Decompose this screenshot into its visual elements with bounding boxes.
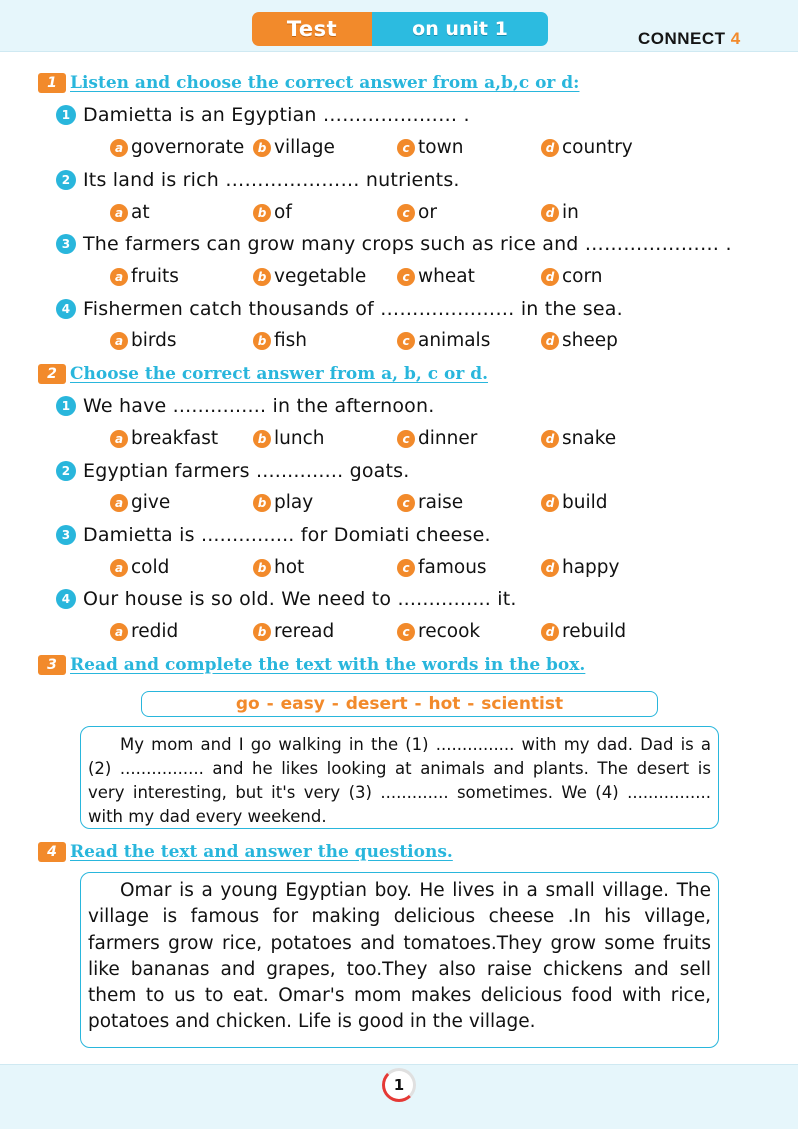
- completion-passage-text: My mom and I go walking in the (1) ............... with my dad. Dad is a (2) ................ and he likes looking at animals and plants. The desert is very interesting, but it's very (3) ............. sometimes. We (4) ................ with my dad every weekend.: [88, 735, 711, 826]
- answer-options: [0, 492, 798, 516]
- option-letter: a: [110, 623, 128, 641]
- option-text: raise: [418, 492, 464, 513]
- option-letter: a: [110, 559, 128, 577]
- question: [56, 588, 517, 610]
- option-text: fish: [274, 330, 308, 351]
- answer-options: [0, 137, 798, 161]
- option-c[interactable]: [397, 266, 475, 287]
- question-number: 3: [56, 525, 76, 545]
- option-letter: b: [253, 559, 271, 577]
- option-a[interactable]: [110, 266, 179, 287]
- option-text: in: [562, 202, 579, 223]
- option-letter: a: [110, 332, 128, 350]
- option-d[interactable]: [541, 621, 626, 642]
- option-text: village: [274, 137, 335, 158]
- question-number: 1: [56, 396, 76, 416]
- reading-passage-box: [80, 872, 719, 1048]
- option-c[interactable]: [397, 330, 490, 351]
- option-c[interactable]: [397, 492, 463, 513]
- question-number: 4: [56, 589, 76, 609]
- option-text: redid: [131, 621, 179, 642]
- page-number: 1: [382, 1068, 416, 1102]
- option-text: rebuild: [562, 621, 627, 642]
- option-letter: b: [253, 430, 271, 448]
- option-letter: d: [541, 268, 559, 286]
- section-4-heading: [38, 842, 453, 862]
- option-text: at: [131, 202, 150, 223]
- option-c[interactable]: [397, 428, 477, 449]
- option-text: sheep: [562, 330, 618, 351]
- option-letter: c: [397, 332, 415, 350]
- option-text: of: [274, 202, 292, 223]
- answer-options: [0, 621, 798, 645]
- option-b[interactable]: [253, 266, 366, 287]
- option-letter: d: [541, 623, 559, 641]
- option-letter: d: [541, 430, 559, 448]
- option-d[interactable]: [541, 202, 579, 223]
- option-text: famous: [418, 557, 487, 578]
- test-title-banner: [252, 12, 548, 46]
- option-b[interactable]: [253, 330, 307, 351]
- option-text: happy: [562, 557, 620, 578]
- answer-options: [0, 202, 798, 226]
- section-number-badge: 1: [38, 73, 66, 93]
- question-text: We have ............... in the afternoon.: [83, 395, 435, 417]
- question: [56, 395, 434, 417]
- option-a[interactable]: [110, 557, 169, 578]
- option-b[interactable]: [253, 202, 292, 223]
- brand-number: 4: [730, 29, 741, 48]
- option-letter: c: [397, 204, 415, 222]
- option-b[interactable]: [253, 557, 304, 578]
- option-text: fruits: [131, 266, 179, 287]
- option-letter: b: [253, 494, 271, 512]
- option-letter: b: [253, 139, 271, 157]
- section-2-heading: [38, 364, 488, 384]
- option-letter: d: [541, 204, 559, 222]
- option-text: build: [562, 492, 608, 513]
- option-text: animals: [418, 330, 491, 351]
- section-number-badge: 3: [38, 655, 66, 675]
- option-letter: a: [110, 204, 128, 222]
- option-c[interactable]: [397, 202, 437, 223]
- option-a[interactable]: [110, 137, 244, 158]
- option-text: vegetable: [274, 266, 367, 287]
- completion-passage-box: [80, 726, 719, 829]
- option-text: give: [131, 492, 171, 513]
- option-c[interactable]: [397, 137, 463, 158]
- question: [56, 104, 470, 126]
- option-a[interactable]: [110, 428, 218, 449]
- option-a[interactable]: [110, 202, 150, 223]
- option-text: recook: [418, 621, 481, 642]
- option-letter: a: [110, 430, 128, 448]
- option-text: country: [562, 137, 633, 158]
- option-letter: d: [541, 494, 559, 512]
- question-text: Damietta is an Egyptian ………………… .: [83, 104, 470, 126]
- option-letter: a: [110, 494, 128, 512]
- question: [56, 298, 623, 320]
- option-a[interactable]: [110, 330, 177, 351]
- question-text: Its land is rich ………………… nutrients.: [83, 169, 460, 191]
- option-letter: b: [253, 623, 271, 641]
- option-text: hot: [274, 557, 305, 578]
- option-text: corn: [562, 266, 603, 287]
- answer-options: [0, 266, 798, 290]
- option-d[interactable]: [541, 428, 616, 449]
- option-letter: c: [397, 623, 415, 641]
- option-text: snake: [562, 428, 617, 449]
- option-text: birds: [131, 330, 177, 351]
- section-1-heading: [38, 73, 579, 93]
- option-d[interactable]: [541, 137, 633, 158]
- question: [56, 460, 410, 482]
- section-title: Choose the correct answer from a, b, c or d.: [70, 364, 489, 384]
- option-b[interactable]: [253, 492, 313, 513]
- question-number: 2: [56, 461, 76, 481]
- question-number: 3: [56, 234, 76, 254]
- option-text: play: [274, 492, 314, 513]
- option-d[interactable]: [541, 266, 603, 287]
- option-text: governorate: [131, 137, 245, 158]
- question-text: Fishermen catch thousands of ………………… in the sea.: [83, 298, 623, 320]
- question: [56, 169, 460, 191]
- question-text: Egyptian farmers .............. goats.: [83, 460, 410, 482]
- option-letter: c: [397, 559, 415, 577]
- option-a[interactable]: [110, 621, 178, 642]
- section-title: Listen and choose the correct answer from a,b,c or d:: [70, 73, 580, 93]
- brand-text: CONNECT: [638, 29, 726, 48]
- brand-logo: [638, 29, 741, 49]
- option-b[interactable]: [253, 621, 334, 642]
- reading-passage-text: Omar is a young Egyptian boy. He lives in a small village. The village is famous for making delicious cheese .In his village, farmers grow rice, potatoes and tomatoes.They grow some fruits like bananas and grapes, too.They also raise chickens and sell them to us to eat. Omar's mom makes delicious food with rice, potatoes and chicken. Life is good in the village.: [88, 880, 711, 1033]
- option-text: cold: [131, 557, 170, 578]
- option-b[interactable]: [253, 428, 325, 449]
- question-text: Our house is so old. We need to ............... it.: [83, 588, 517, 610]
- option-letter: a: [110, 139, 128, 157]
- question-text: The farmers can grow many crops such as rice and ………………… .: [83, 233, 732, 255]
- question-text: Damietta is ............... for Domiati cheese.: [83, 524, 491, 546]
- option-letter: b: [253, 332, 271, 350]
- question: [56, 233, 732, 255]
- question: [56, 524, 491, 546]
- option-b[interactable]: [253, 137, 335, 158]
- option-letter: c: [397, 268, 415, 286]
- unit-label: on unit 1: [372, 12, 548, 46]
- option-letter: d: [541, 139, 559, 157]
- answer-options: [0, 557, 798, 581]
- option-letter: d: [541, 559, 559, 577]
- option-d[interactable]: [541, 492, 608, 513]
- option-letter: c: [397, 494, 415, 512]
- option-letter: b: [253, 204, 271, 222]
- section-3-heading: [38, 655, 585, 675]
- answer-options: [0, 330, 798, 354]
- option-letter: b: [253, 268, 271, 286]
- word-box: go - easy - desert - hot - scientist: [141, 691, 658, 717]
- option-c[interactable]: [397, 557, 487, 578]
- option-letter: a: [110, 268, 128, 286]
- option-text: reread: [274, 621, 335, 642]
- section-number-badge: 2: [38, 364, 66, 384]
- question-number: 1: [56, 105, 76, 125]
- option-text: town: [418, 137, 464, 158]
- option-text: wheat: [418, 266, 475, 287]
- section-number-badge: 4: [38, 842, 66, 862]
- option-text: dinner: [418, 428, 478, 449]
- option-letter: d: [541, 332, 559, 350]
- answer-options: [0, 428, 798, 452]
- option-letter: c: [397, 139, 415, 157]
- section-title: Read the text and answer the questions.: [70, 842, 453, 862]
- option-text: breakfast: [131, 428, 219, 449]
- test-label: Test: [252, 12, 372, 46]
- option-c[interactable]: [397, 621, 480, 642]
- option-d[interactable]: [541, 330, 618, 351]
- option-text: lunch: [274, 428, 325, 449]
- option-a[interactable]: [110, 492, 170, 513]
- option-text: or: [418, 202, 437, 223]
- question-number: 2: [56, 170, 76, 190]
- section-title: Read and complete the text with the words in the box.: [70, 655, 586, 675]
- option-d[interactable]: [541, 557, 620, 578]
- question-number: 4: [56, 299, 76, 319]
- option-letter: c: [397, 430, 415, 448]
